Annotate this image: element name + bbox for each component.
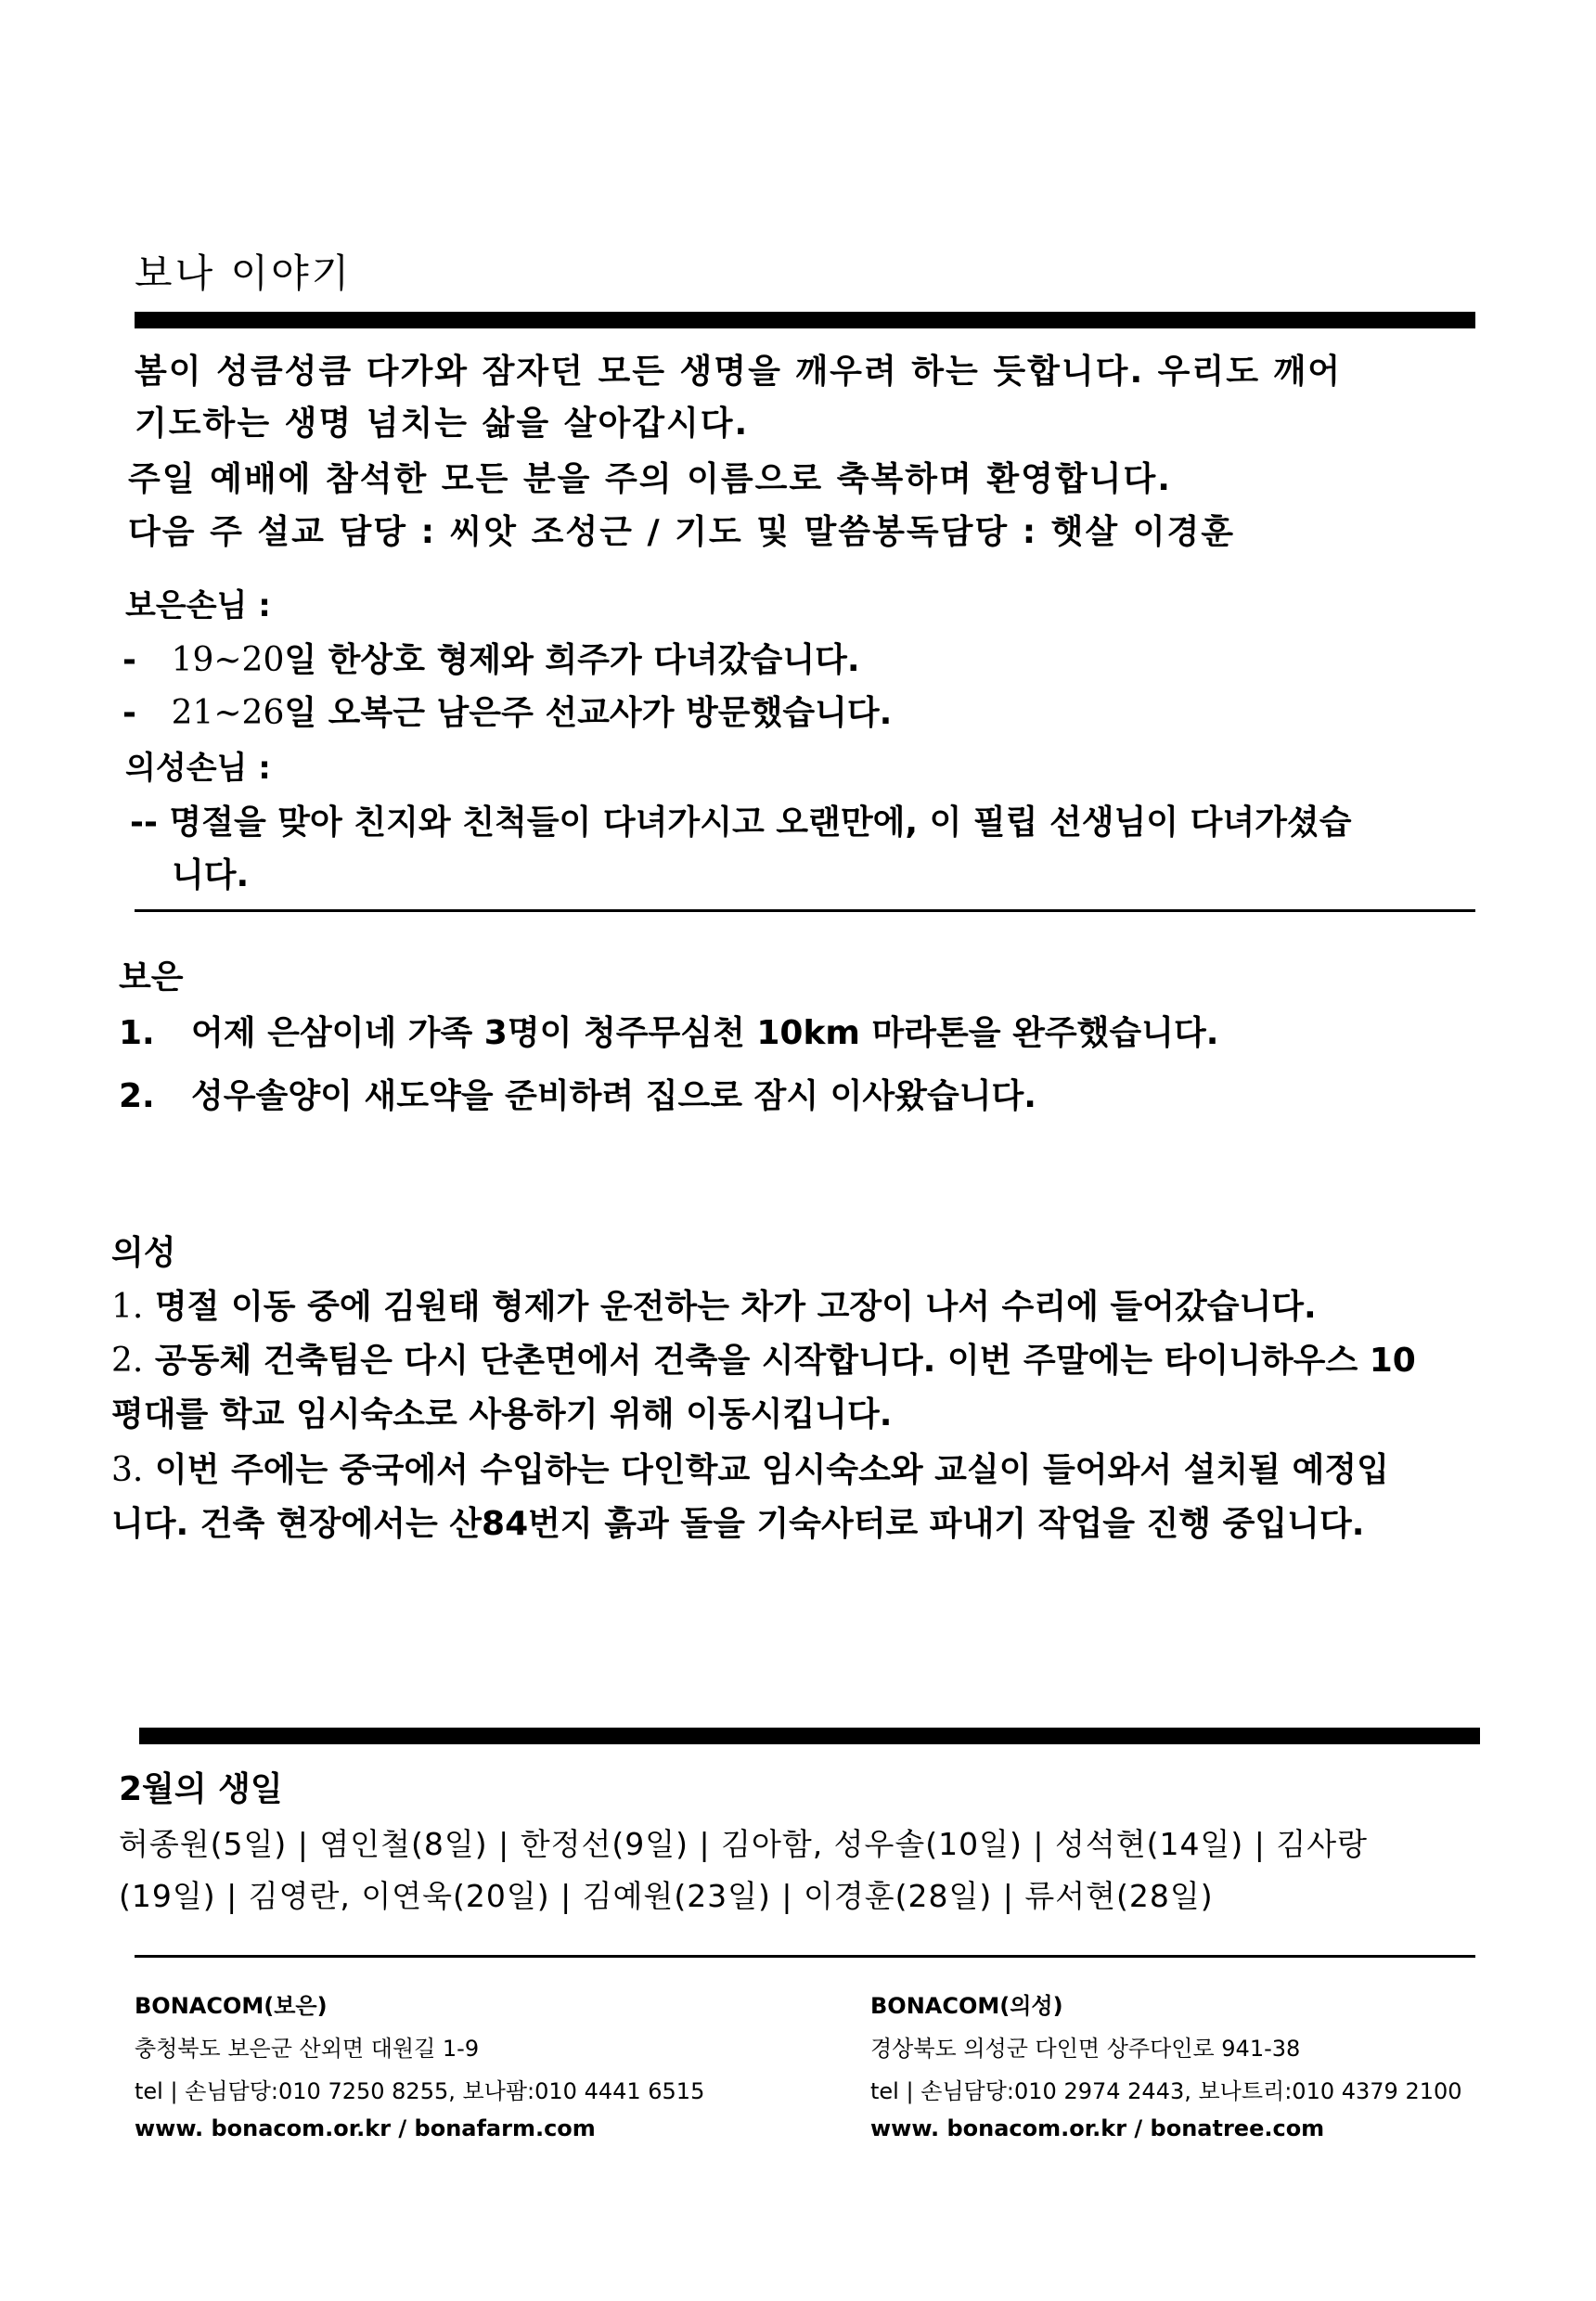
birthday-line-1: 허종원(5일) | 염인철(8일) | 한정선(9일) | 김아함, 성우솔(10일) | 성석현(14일) | 김사랑 [119, 1826, 1369, 1862]
item-text: 이번 주에는 중국에서 수입하는 다인학교 임시숙소와 교실이 들어와서 설치될 예정입 [143, 1451, 1389, 1489]
uiseong-news-line [111, 1334, 1416, 1382]
uiseong-news-line [111, 1388, 892, 1435]
footer-left-tel: tel | 손님담당:010 7250 8255, 보나팜:010 4441 6515 [135, 2078, 705, 2104]
boeun-news-item [119, 1007, 1218, 1054]
birthday-line-2: (19일) | 김영란, 이연욱(20일) | 김예원(23일) | 이경훈(28일) | 류서현(28일) [119, 1878, 1214, 1914]
uiseong-guest-line-2: 니다. [172, 856, 250, 894]
item-text: 평대를 학교 임시숙소로 사용하기 위해 이동시킵니다. [111, 1395, 893, 1433]
guest-text: 일 오복근 남은주 선교사가 방문했습니다. [284, 694, 893, 732]
bullet: - [122, 641, 136, 679]
intro-line-3: 주일 예배에 참석한 모든 분을 주의 이름으로 축복하며 환영합니다. [128, 460, 1172, 498]
item-number: 3. [111, 1451, 144, 1489]
section-divider [135, 909, 1475, 912]
item-text: 어제 은삼이네 가족 3명이 청주무심천 10km 마라톤을 완주했습니다. [191, 1014, 1219, 1052]
footer-left-web[interactable]: www. bonacom.or.kr / bonafarm.com [135, 2115, 596, 2141]
footer-divider [135, 1955, 1475, 1958]
boeun-guest-item [122, 687, 892, 734]
item-text: 명절 이동 중에 김원태 형제가 운전하는 차가 고장이 나서 수리에 들어갔습니다. [143, 1288, 1317, 1326]
birthday-divider [139, 1728, 1480, 1744]
title-divider [135, 312, 1475, 328]
item-number: 1. [111, 1288, 144, 1326]
page-title: 보나 이야기 [135, 251, 353, 296]
bullet: - [122, 694, 136, 732]
guest-text: 일 한상호 형제와 희주가 다녀갔습니다. [284, 641, 860, 679]
footer-left-address: 충청북도 보은군 산외면 대원길 1-9 [135, 2036, 480, 2062]
uiseong-news-line [111, 1498, 1364, 1545]
item-number: 2. [119, 1077, 155, 1115]
uiseong-news-heading: 의성 [111, 1234, 176, 1272]
footer-right-name: BONACOM(의성) [870, 1993, 1063, 2019]
preacher-line: 다음 주 설교 담당 : 씨앗 조성근 / 기도 및 말씀봉독담당 : 햇살 이경훈 [128, 513, 1236, 551]
uiseong-news-line [111, 1444, 1389, 1491]
footer-right-web[interactable]: www. bonacom.or.kr / bonatree.com [870, 2115, 1325, 2141]
boeun-guests-heading: 보은손님 : [125, 587, 271, 624]
item-number: 1. [119, 1014, 155, 1052]
footer-right-address: 경상북도 의성군 다인면 상주다인로 941-38 [870, 2036, 1301, 2062]
boeun-guest-item [122, 634, 860, 681]
boeun-news-item [119, 1070, 1036, 1117]
item-number: 2. [111, 1342, 144, 1380]
intro-line-1: 봄이 성큼성큼 다가와 잠자던 모든 생명을 깨우려 하는 듯합니다. 우리도 깨어 [135, 353, 1343, 391]
guest-date: 19~20 [171, 641, 285, 679]
guest-date: 21~26 [171, 694, 285, 732]
boeun-news-heading: 보은 [119, 958, 184, 996]
intro-line-2: 기도하는 생명 넘치는 삶을 살아갑시다. [135, 405, 750, 443]
uiseong-guests-heading: 의성손님 : [125, 750, 271, 787]
birthday-heading: 2월의 생일 [119, 1770, 283, 1808]
footer-left-name: BONACOM(보은) [135, 1993, 328, 2019]
item-text: 성우솔양이 새도약을 준비하려 집으로 잠시 이사왔습니다. [191, 1077, 1036, 1115]
uiseong-news-line [111, 1280, 1317, 1328]
uiseong-guest-line-1: -- 명절을 맞아 친지와 친척들이 다녀가시고 오랜만에, 이 필립 선생님이 다녀가셨습 [130, 803, 1352, 842]
footer-right-tel: tel | 손님담당:010 2974 2443, 보나트리:010 4379 2100 [870, 2078, 1462, 2104]
item-text: 니다. 건축 현장에서는 산84번지 흙과 돌을 기숙사터로 파내기 작업을 진행 중입니다. [111, 1505, 1365, 1543]
item-text: 공동체 건축팀은 다시 단촌면에서 건축을 시작합니다. 이번 주말에는 타이니하우스 10 [143, 1342, 1416, 1380]
